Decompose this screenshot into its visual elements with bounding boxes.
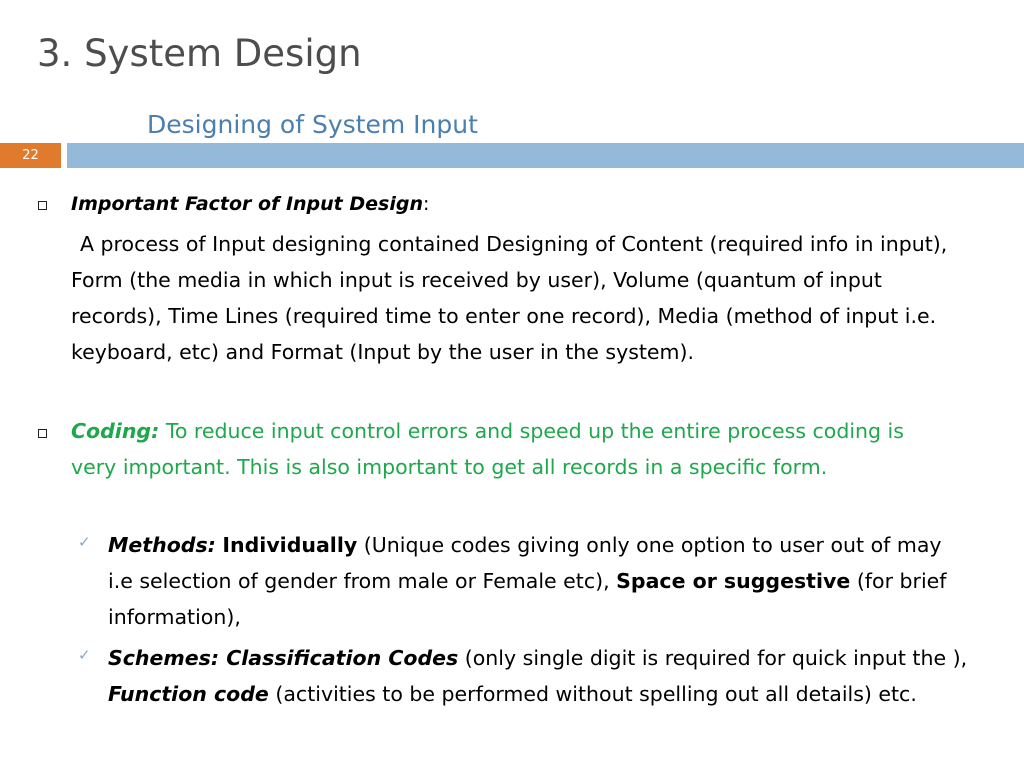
sub-bullet-2-text-2: (activities to be performed without spelling out all details) etc. [275, 682, 917, 706]
slide-subtitle: Designing of System Input [147, 110, 478, 139]
sub-bullet-1-text-1: (Unique codes giving only one option to user out of may i.e selection of gender from male or Female etc), [108, 533, 942, 593]
header-bar [67, 143, 1024, 168]
sub-bullet-2-label: Schemes: Classification Codes [108, 646, 459, 670]
bullet-1-paragraph: A process of Input designing contained Designing of Content (required info in input), Form (the media in which input is received by user), Volume (quantum of input records), Time Lines (required time to enter one record), Media (method of input i.e. keyboard, etc) and Format (Input by the user in the system). [71, 232, 948, 364]
bullet-1-heading-suffix: : [422, 193, 430, 215]
square-bullet-icon [38, 201, 47, 210]
sub-bullet-1-label: Methods: [108, 533, 216, 557]
checkmark-bullet-icon: ✓ [78, 646, 91, 664]
bullet-1-heading [71, 186, 429, 222]
sub-bullet-1-term-2: Space or suggestive [616, 569, 851, 593]
sub-bullet-1-paragraph [108, 527, 963, 635]
sub-bullet-1-text-2: (for brief information), [108, 569, 947, 629]
sub-bullet-2-term-2: Function code [108, 682, 269, 706]
page-number-badge: 22 [0, 143, 61, 168]
slide-title: 3. System Design [37, 32, 362, 75]
sub-bullet-1-term-1: Individually [222, 533, 358, 557]
bullet-1-heading-text: Important Factor of Input Design [71, 193, 423, 215]
checkmark-bullet-icon: ✓ [78, 533, 91, 551]
bullet-2-paragraph [71, 413, 951, 485]
square-bullet-icon [38, 429, 47, 438]
bullet-2-heading: Coding: [71, 419, 160, 443]
bullet-2-text: To reduce input control errors and speed up the entire process coding is very important. This is also important to get all records in a specific form. [71, 419, 904, 479]
sub-bullet-2-paragraph [108, 640, 978, 712]
sub-bullet-2-text-1: (only single digit is required for quick input the ), [464, 646, 968, 670]
